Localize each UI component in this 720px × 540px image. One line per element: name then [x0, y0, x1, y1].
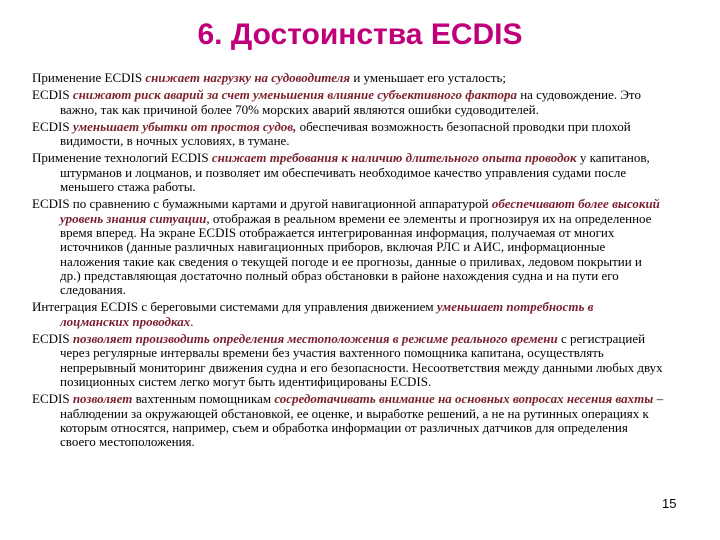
advantage-paragraph — [32, 120, 664, 149]
body-text: – наблюдении за окружающей обстановкой, ее оценке, и выработке решений, а не на рутинных операциях к которым относятся, например, съем и обработка информации от различных датчиков для определения своего местоположения. — [60, 391, 664, 450]
emphasis-text: уменьшает потребность в лоцманских проводках — [60, 299, 594, 329]
advantage-paragraph — [32, 88, 664, 117]
emphasis-text: снижают риск аварий за счет уменьшения влияние субъективного фактора — [72, 87, 517, 103]
page-number: 15 — [662, 496, 677, 511]
emphasis-text: позволяет — [72, 391, 133, 407]
body-text: ECDIS — [32, 118, 73, 134]
body-text: на судовождение. Это важно, так как причиной более 70% морских аварий являются ошибки судоводителей. — [60, 87, 641, 117]
body-text: обеспечивая возможность безопасной проводки при плохой видимости, в ночных условиях, в тумане. — [60, 118, 631, 149]
body-text: Интеграция ECDIS с береговыми системами для управления движением — [32, 299, 437, 315]
slide-title: 6. Достоинства ECDIS — [197, 18, 523, 51]
advantage-paragraph — [32, 197, 664, 297]
body-text: ECDIS — [32, 391, 73, 407]
advantage-paragraph — [32, 151, 664, 194]
emphasis-text: снижает требования к наличию длительного опыта проводок — [211, 150, 577, 166]
advantages-list — [32, 71, 664, 452]
emphasis-text: позволяет производить определения местоположения в режиме реального времени — [72, 331, 558, 347]
emphasis-text: сосредотачивать внимание на основных вопросах несения вахты — [274, 391, 654, 407]
emphasis-text: уменьшает убытки от простоя судов, — [72, 118, 297, 134]
advantage-paragraph — [32, 300, 664, 329]
emphasis-text: обеспечивают более высокий уровень знания ситуации — [60, 196, 660, 226]
body-text: вахтенным помощникам — [132, 391, 275, 407]
body-text: , отображая в реальном времени ее элементы и прогнозируя их на определенное время вперед. На экране ECDIS отображается интегрированная информация, получаемая от многих источников (данные различных навигационных приборов, включая РЛС и АИС, информационные наложения такие как сведения о текущей погоде и ее прогнозы, данные о приливах, ледовом покрытии и др.) представляющая достаточно полный образ обстановки в районе нахождения судна и на пути его следования. — [60, 210, 652, 298]
body-text: ECDIS по сравнению с бумажными картами и другой навигационной аппаратурой — [32, 196, 492, 212]
body-text: и уменьшает его усталость; — [350, 70, 507, 85]
body-text: ECDIS — [32, 87, 73, 103]
emphasis-text: снижает нагрузку на судоводителя — [145, 70, 351, 85]
advantage-paragraph — [32, 71, 664, 85]
body-text: Применение ECDIS — [32, 70, 146, 85]
body-text: у капитанов, штурманов и лоцманов, и позволяет им обеспечивать необходимое качество управления судами после меньшего стажа работы. — [60, 150, 650, 195]
body-text: ECDIS — [32, 331, 73, 347]
advantage-paragraph — [32, 332, 664, 389]
body-text: с регистрацией через регулярные интервалы времени без участия вахтенного помощника капитана, осуществлять непрерывный мониторинг движения судна и его безопасности. Несоответствия между данными любых двух позиционных систем легко могут быть идентифицированы ECDIS. — [60, 331, 663, 389]
body-text: . — [190, 313, 194, 329]
body-text: Применение технологий ECDIS — [32, 150, 212, 166]
advantage-paragraph — [32, 392, 664, 449]
